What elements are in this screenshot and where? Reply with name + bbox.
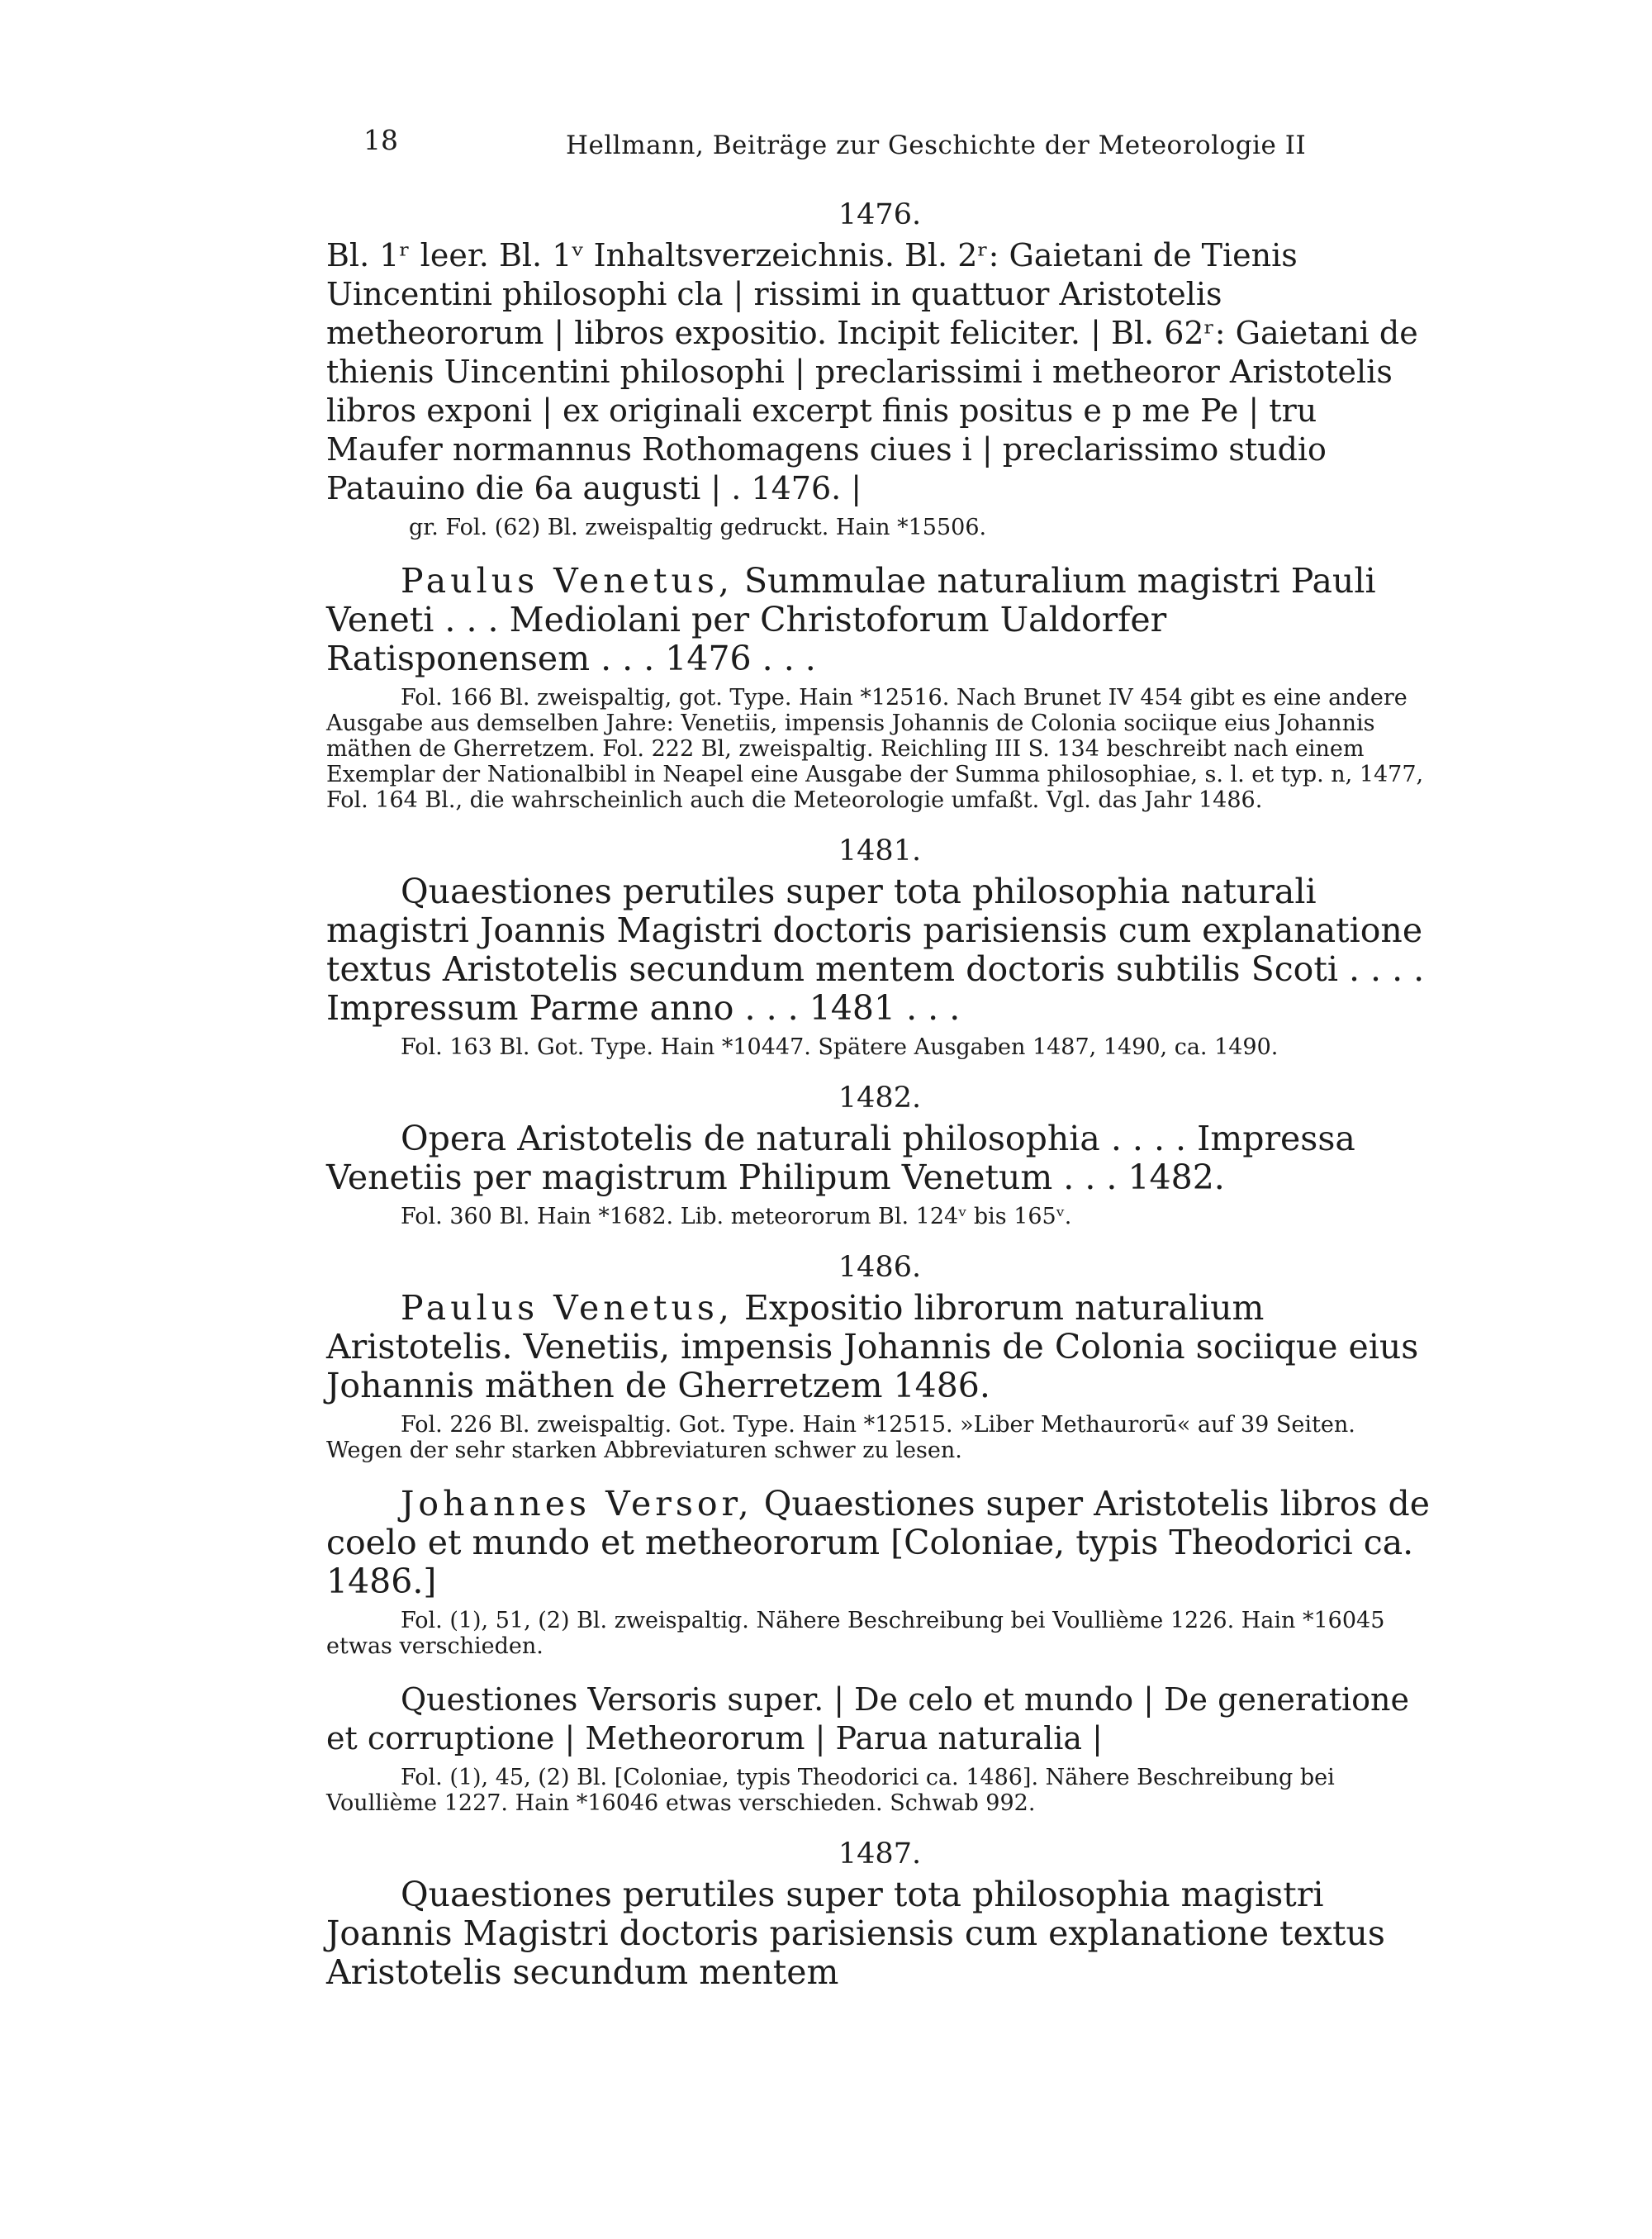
entry-author: Paulus Venetus, [401,561,733,601]
entry-title: Summulae naturalium magistri Pauli Veneti . . . Mediolani per Christoforum Ualdorfer Ratisponensem . . . 1476 . . . [326,561,1376,678]
entry-1481-quaestiones: Quaestiones perutiles super tota philosophia naturali magistri Joannis Magistri doctoris parisiensis cum explanatione textus Aristotelis secundum mentem doctoris subtilis Scoti . . . . Impressum Parme anno . . . 1481 . . . [326,872,1425,1028]
entry-title: Quaestiones super Aristotelis libros de coelo et mundo et metheororum [Coloniae, typis Theodorici ca. 1486.] [326,1484,1431,1601]
bibliographic-note-1486-questiones: Fol. (1), 45, (2) Bl. [Coloniae, typis Theodorici ca. 1486]. Nähere Beschreibung bei Voullième 1227. Hain *16046 etwas verschieden. Schwab 992. [326,1765,1335,1816]
bibliographic-note-1486-paulus: Fol. 226 Bl. zweispaltig. Got. Type. Hain *12515. »Liber Methaurorū« auf 39 Seiten. Wegen der sehr starken Abbreviaturen schwer zu lesen. [326,1412,1355,1463]
bibliographic-note-1476-gaietani: gr. Fol. (62) Bl. zweispaltig gedruckt. Hain *15506. [409,515,987,540]
fraktur-citation-1486: Questiones Versoris super. | De celo et mundo | De generatione et corruptione | Metheororum | Parua naturalia | [326,1681,1409,1756]
year-heading-1481: 1481. [838,834,922,868]
bibliographic-note-1482: Fol. 360 Bl. Hain *1682. Lib. meteororum Bl. 124ᵛ bis 165ᵛ. [401,1204,1072,1229]
fraktur-citation-1476: Bl. 1ʳ leer. Bl. 1ᵛ Inhaltsverzeichnis. Bl. 2ʳ: Gaietani de Tienis Uincentini philosophi cla | rissimi in quattuor Aristotelis metheororum | libros expositio. Incipit feliciter. | Bl. 62ʳ: Gaietani de thienis Uincentini philosophi | preclarissimi i metheoror Aristotelis libros exponi | ex originali excerpt finis positus e p me Pe | tru Maufer normannus Rothomagens ciues i | preclarissimo studio Patauino die 6a augusti | . 1476. | [326,237,1418,506]
entry-1476-paulus-venetus [326,562,1433,678]
page-header [363,124,1421,174]
bibliographic-note-1476-paulus: Fol. 166 Bl. zweispaltig, got. Type. Hain *12516. Nach Brunet IV 454 gibt es eine andere Ausgabe aus demselben Jahre: Venetiis, impensis Johannis de Colonia sociique eius Johannis mäthen de Gherretzem. Fol. 222 Bl, zweispaltig. Reichling III S. 134 beschreibt nach einem Exemplar der Nationalbibl in Neapel eine Ausgabe der Summa philosophiae, s. l. et typ. n, 1477, Fol. 164 Bl., die wahrscheinlich auch die Meteorologie umfaßt. Vgl. das Jahr 1486. [326,685,1424,813]
bibliographic-note-1481: Fol. 163 Bl. Got. Type. Hain *10447. Spätere Ausgaben 1487, 1490, ca. 1490. [401,1034,1279,1060]
entry-1482-opera-aristotelis: Opera Aristotelis de naturali philosophia . . . . Impressa Venetiis per magistrum Philipum Venetum . . . 1482. [326,1119,1355,1197]
running-title: Hellmann, Beiträge zur Geschichte der Meteorologie II [566,131,1307,160]
year-heading-1476: 1476. [838,198,922,231]
page-content [326,198,1433,1999]
entry-title: Expositio librorum naturalium Aristotelis. Venetiis, impensis Johannis de Colonia sociique eius Johannis mäthen de Gherretzem 1486. [326,1288,1419,1405]
entry-1486-paulus-venetus [326,1289,1433,1405]
entry-author: Paulus Venetus, [401,1288,733,1328]
year-heading-1482: 1482. [838,1081,922,1115]
page-number: 18 [363,124,398,156]
year-heading-1486: 1486. [838,1251,922,1284]
entry-author: Johannes Versor, [401,1484,753,1524]
entry-1487-quaestiones: Quaestiones perutiles super tota philosophia magistri Joannis Magistri doctoris parisiensis cum explanatione textus Aristotelis secundum mentem [326,1875,1385,1992]
year-heading-1487: 1487. [838,1837,922,1871]
entry-1486-johannes-versor [326,1485,1433,1601]
bibliographic-note-1486-versor: Fol. (1), 51, (2) Bl. zweispaltig. Nähere Beschreibung bei Voullième 1226. Hain *16045 etwas verschieden. [326,1608,1385,1659]
